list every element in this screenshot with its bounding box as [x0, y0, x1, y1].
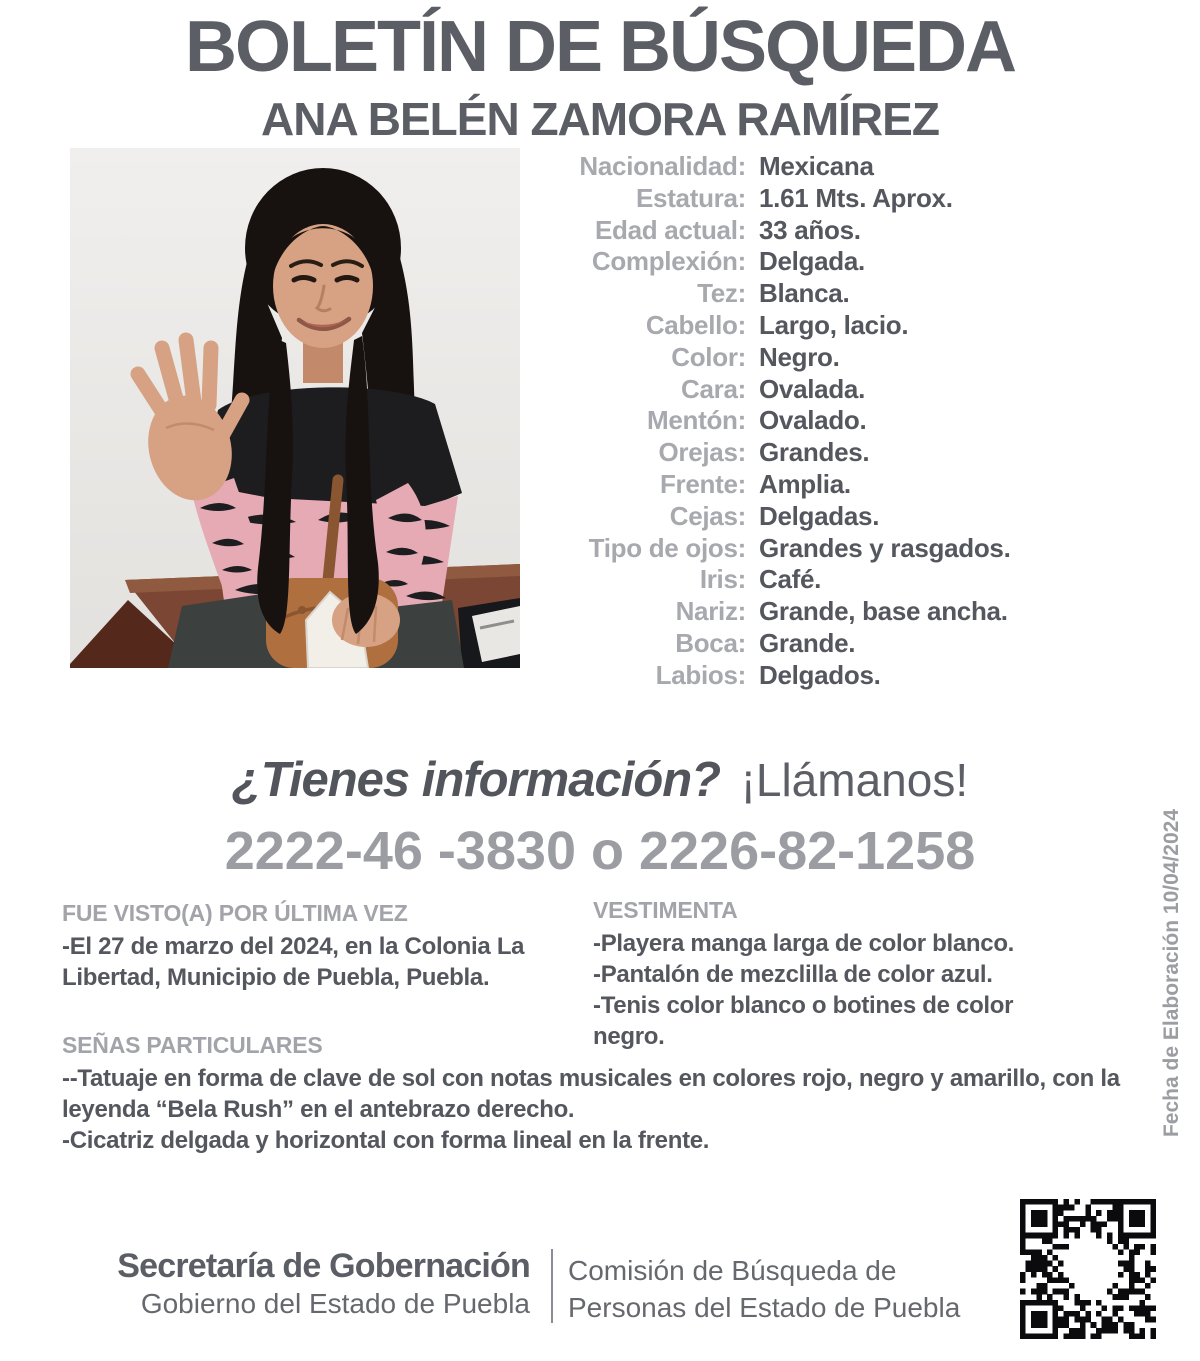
- attribute-value: Grande, base ancha.: [759, 596, 1008, 627]
- attribute-row: [540, 342, 1140, 374]
- last-seen-lines: [62, 931, 540, 993]
- attribute-value: Grandes.: [759, 437, 870, 468]
- clothing-heading: VESTIMENTA: [593, 897, 738, 923]
- marks-line: -Cicatriz delgada y horizontal con forma lineal en la frente.: [62, 1127, 710, 1154]
- attribute-row: [540, 215, 1140, 247]
- missing-person-photo: [70, 148, 520, 668]
- attribute-label: Color:: [671, 341, 746, 372]
- attribute-label: Edad actual:: [595, 214, 746, 245]
- attribute-label: Mentón:: [647, 405, 746, 436]
- attribute-row: [540, 151, 1140, 183]
- attribute-label: Tipo de ojos:: [588, 532, 746, 563]
- cta-question: ¿Tienes información?: [231, 753, 721, 807]
- attribute-row: [540, 469, 1140, 501]
- attribute-value: Grandes y rasgados.: [759, 532, 1011, 563]
- footer-divider: [551, 1249, 553, 1323]
- attribute-row: [540, 596, 1140, 628]
- clothing-line: -Pantalón de mezclilla de color azul.: [593, 961, 993, 988]
- attribute-row: [540, 278, 1140, 310]
- attribute-label: Iris:: [699, 564, 746, 595]
- background-object: [458, 598, 520, 668]
- page-title: BOLETÍN DE BÚSQUEDA: [184, 7, 1016, 87]
- attribute-row: [540, 564, 1140, 596]
- attribute-row: [540, 310, 1140, 342]
- attribute-row: [540, 374, 1140, 406]
- attributes-list: [540, 151, 1140, 692]
- attribute-value: Café.: [759, 564, 822, 595]
- attribute-label: Cara:: [681, 373, 746, 404]
- marks-section: [62, 1031, 1154, 1156]
- last-seen-section: [62, 899, 540, 993]
- clothing-line: -Playera manga larga de color blanco.: [593, 930, 1015, 957]
- attribute-value: Largo, lacio.: [759, 309, 909, 340]
- attribute-value: Amplia.: [759, 468, 851, 499]
- attribute-label: Frente:: [659, 468, 746, 499]
- attribute-label: Labios:: [655, 659, 746, 690]
- marks-line: --Tatuaje en forma de clave de sol con notas musicales en colores rojo, negro y amarillo, con la leyenda “Bela Rush” en el antebrazo derecho.: [62, 1065, 1120, 1123]
- attribute-row: [540, 405, 1140, 437]
- attribute-label: Boca:: [675, 627, 746, 658]
- attribute-label: Orejas:: [658, 437, 746, 468]
- marks-lines: [62, 1063, 1154, 1156]
- footer-org: Secretaría de Gobernación: [117, 1247, 530, 1285]
- attribute-label: Complexión:: [591, 246, 746, 277]
- attribute-value: Delgados.: [759, 659, 881, 690]
- attribute-value: Mexicana: [759, 151, 874, 181]
- attribute-label: Estatura:: [636, 182, 746, 213]
- attribute-label: Cabello:: [645, 309, 746, 340]
- qr-code: [1020, 1199, 1156, 1339]
- cta-call: ¡Llámanos!: [740, 754, 969, 806]
- qr-code-image: [1020, 1199, 1156, 1339]
- attribute-row: [540, 660, 1140, 692]
- attribute-label: Nacionalidad:: [579, 151, 746, 181]
- last-seen-line: -El 27 de marzo del 2024, en la Colonia La Libertad, Municipio de Puebla, Puebla.: [62, 933, 525, 991]
- attribute-value: Grande.: [759, 627, 856, 658]
- cta-line: [0, 752, 1200, 808]
- attribute-row: [540, 533, 1140, 565]
- attribute-row: [540, 246, 1140, 278]
- elaboration-date: Fecha de Elaboración 10/04/2024: [1160, 809, 1183, 1138]
- attribute-label: Cejas:: [669, 500, 746, 531]
- attribute-label: Nariz:: [675, 596, 746, 627]
- attribute-row: [540, 501, 1140, 533]
- footer-gov: Gobierno del Estado de Puebla: [140, 1288, 530, 1319]
- attribute-label: Tez:: [697, 278, 746, 309]
- phone-numbers: 2222-46 -3830 o 2226-82-1258: [224, 821, 976, 881]
- attribute-value: Delgadas.: [759, 500, 880, 531]
- attribute-value: Blanca.: [759, 278, 850, 309]
- attribute-value: 33 años.: [759, 214, 861, 245]
- person-name: ANA BELÉN ZAMORA RAMÍREZ: [261, 93, 939, 145]
- attribute-value: Ovalada.: [759, 373, 865, 404]
- marks-heading: SEÑAS PARTICULARES: [62, 1032, 323, 1058]
- last-seen-heading: FUE VISTO(A) POR ÚLTIMA VEZ: [62, 900, 408, 926]
- clothing-line: -Tenis color blanco o botines de color negro.: [593, 992, 1014, 1050]
- footer-commission-block: [568, 1252, 960, 1326]
- footer-commission-line1: Comisión de Búsqueda de: [568, 1255, 897, 1286]
- footer-secretaria-block: [40, 1247, 530, 1321]
- attribute-row: [540, 628, 1140, 660]
- attribute-value: Delgada.: [759, 246, 865, 277]
- attribute-row: [540, 183, 1140, 215]
- attribute-value: 1.61 Mts. Aprox.: [759, 182, 953, 213]
- photo-illustration: [70, 148, 520, 668]
- attribute-value: Negro.: [759, 341, 840, 372]
- clothing-section: [593, 896, 1075, 1052]
- footer-commission-line2: Personas del Estado de Puebla: [568, 1292, 961, 1323]
- attribute-row: [540, 437, 1140, 469]
- attribute-value: Ovalado.: [759, 405, 867, 436]
